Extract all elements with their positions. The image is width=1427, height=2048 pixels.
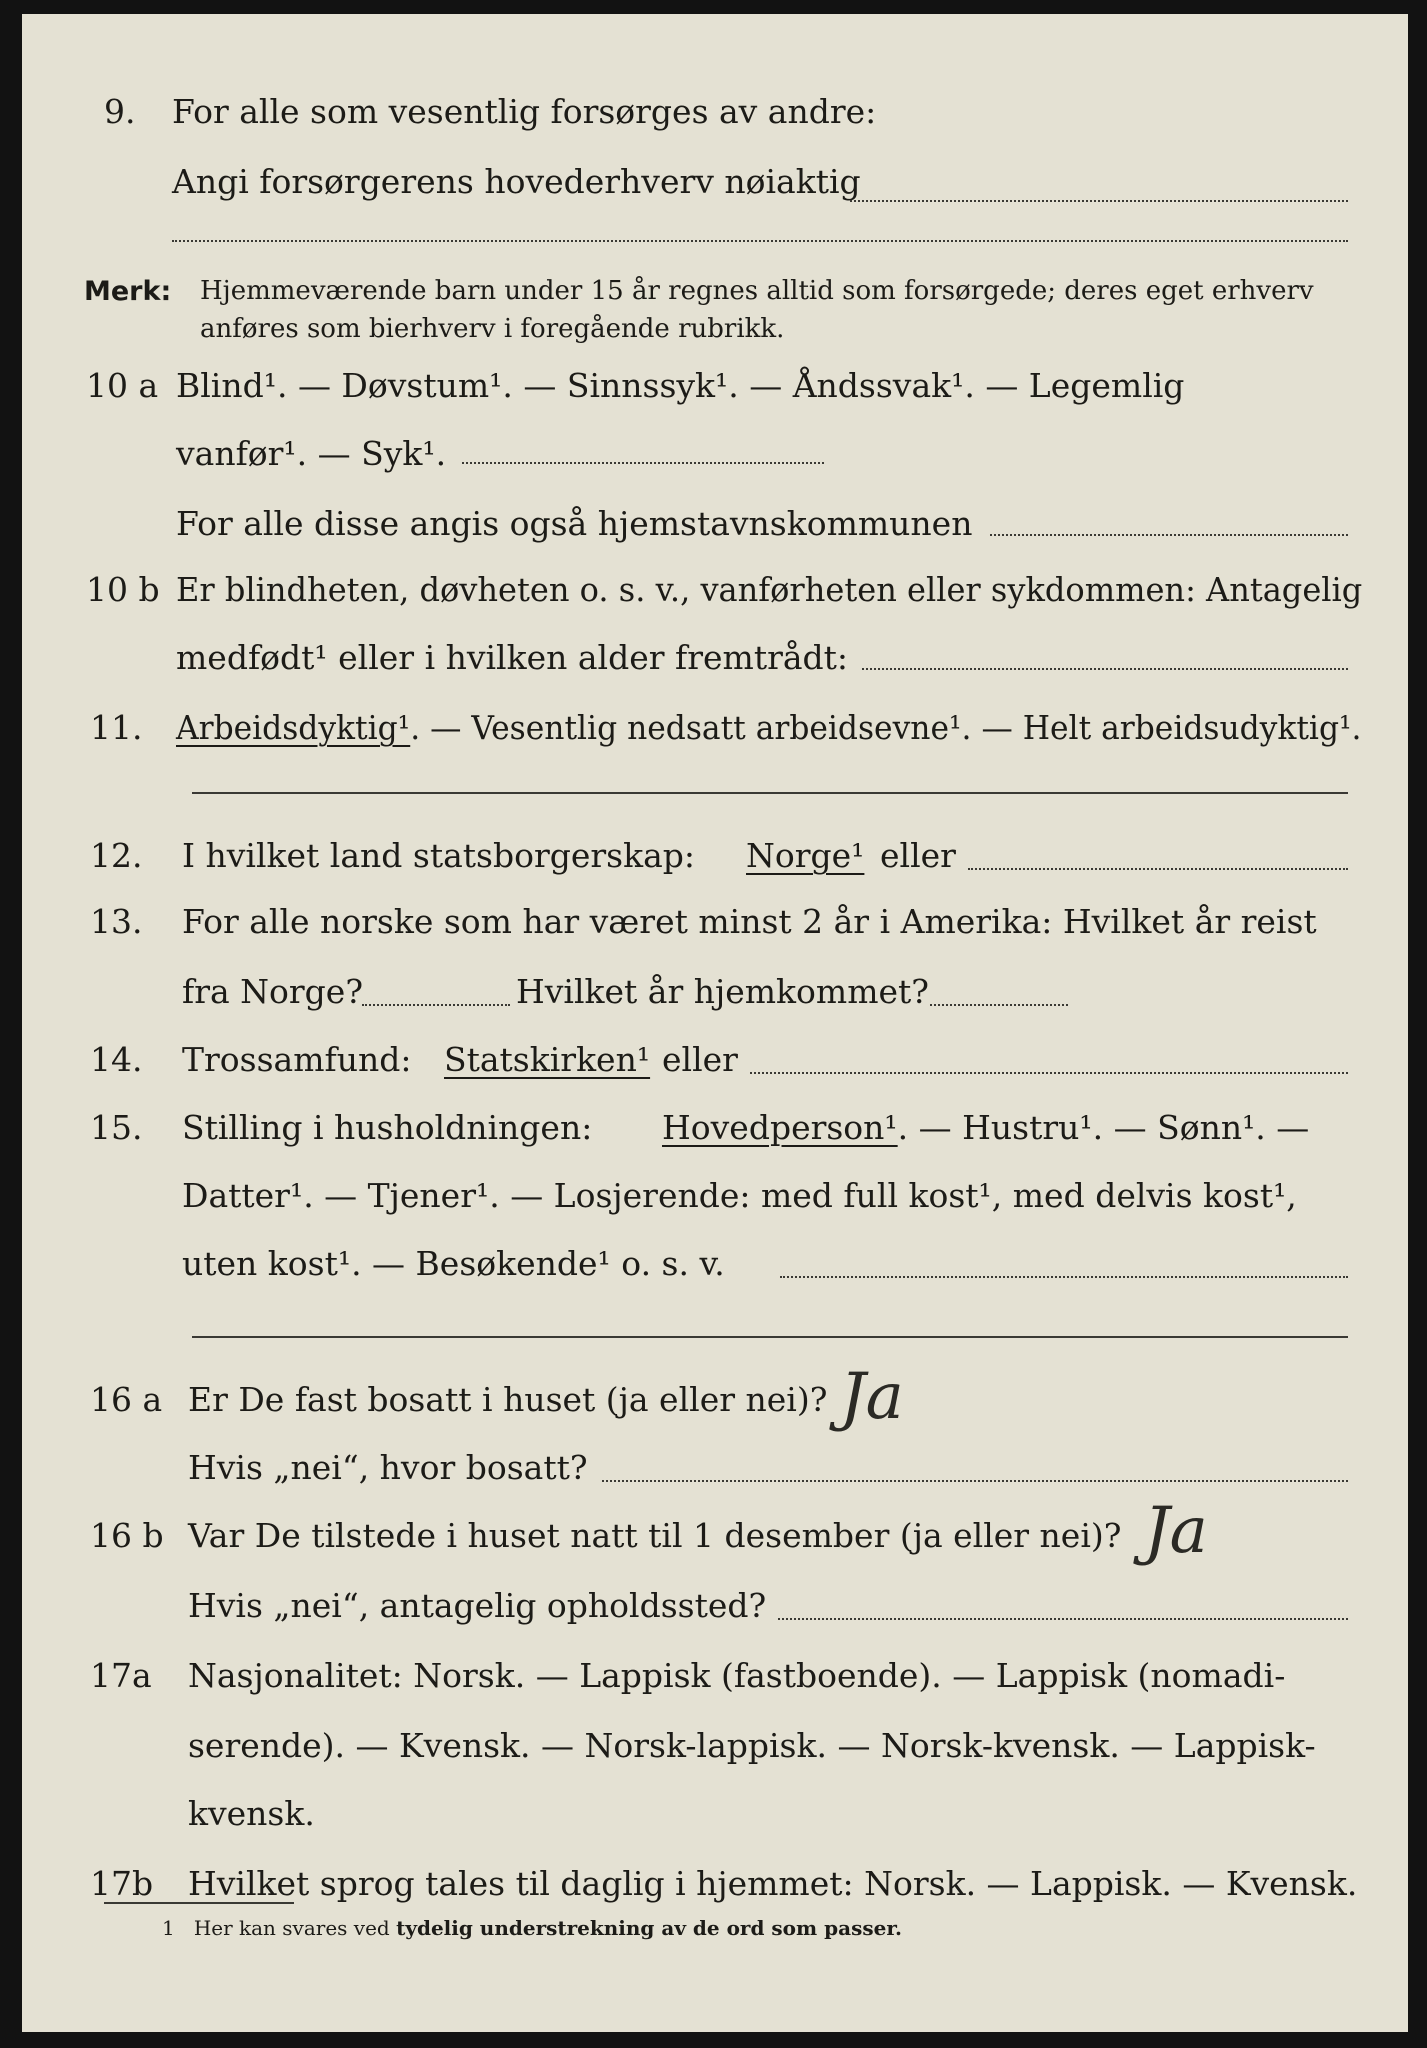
- q10a-text-line1: Blind¹. — Døvstum¹. — Sinnssyk¹. — Åndssvak¹. — Legemlig: [176, 366, 1185, 405]
- q11-option-arbeidsdyktig[interactable]: Arbeidsdyktig¹: [176, 708, 411, 747]
- q14-answer-field[interactable]: [750, 1072, 1348, 1074]
- footnote-divider: [104, 1902, 294, 1904]
- q11-text-rest: . — Vesentlig nedsatt arbeidsevne¹. — Helt arbeidsudyktig¹.: [410, 708, 1362, 747]
- q15-text-rest1: . — Hustru¹. — Sønn¹. —: [897, 1108, 1310, 1147]
- q9-answer-field-1[interactable]: [850, 200, 1348, 202]
- q12-text-post: eller: [880, 836, 956, 875]
- q10b-text-line1: Er blindheten, døvheten o. s. v., vanførheten eller sykdommen: Antagelig: [176, 570, 1363, 609]
- q16b-location-field[interactable]: [778, 1618, 1348, 1620]
- q10a-text-line2: vanfør¹. — Syk¹.: [176, 434, 447, 473]
- q17a-text-line2: serende). — Kvensk. — Norsk-lappisk. — Norsk-kvensk. — Lappisk-: [188, 1726, 1316, 1765]
- q16a-residence-field[interactable]: [602, 1480, 1348, 1482]
- q16b-handwritten-answer: Ja: [1144, 1494, 1208, 1568]
- q9-answer-field-2[interactable]: [172, 240, 1348, 242]
- census-form-page: [22, 14, 1408, 2032]
- q15-answer-line[interactable]: [192, 1336, 1348, 1338]
- q15-number: 15.: [90, 1108, 143, 1147]
- q12-number: 12.: [90, 836, 143, 875]
- q14-option-statskirken[interactable]: Statskirken¹: [444, 1040, 651, 1079]
- footnote: [162, 1916, 902, 1940]
- footnote-text-pre: Her kan svares ved: [193, 1916, 390, 1940]
- q13-text-line1: For alle norske som har været minst 2 år i Amerika: Hvilket år reist: [182, 902, 1317, 941]
- q9-text-line1: For alle som vesentlig forsørges av andre:: [172, 92, 877, 131]
- q10a-text-line3: For alle disse angis også hjemstavnskommunen: [176, 504, 973, 543]
- q11-text: [176, 708, 1362, 747]
- q15-text-line3: uten kost¹. — Besøkende¹ o. s. v.: [182, 1244, 725, 1283]
- q17a-text-line1: Nasjonalitet: Norsk. — Lappisk (fastboende). — Lappisk (nomadi-: [188, 1656, 1286, 1695]
- q14-text-post: eller: [662, 1040, 738, 1079]
- q17a-text-line3: kvensk.: [188, 1794, 315, 1833]
- q14-number: 14.: [90, 1040, 143, 1079]
- q13-year-returned-field[interactable]: [930, 1004, 1068, 1006]
- footnote-mark: 1: [162, 1916, 175, 1940]
- footnote-text-bold: tydelig understrekning av de ord som passer.: [396, 1916, 902, 1940]
- q15-text-pre: Stilling i husholdningen:: [182, 1108, 593, 1147]
- q16a-number: 16 a: [90, 1380, 163, 1419]
- q14-text-pre: Trossamfund:: [182, 1040, 412, 1079]
- q16b-text-line2: Hvis „nei“, antagelig opholdssted?: [188, 1586, 767, 1625]
- q12-answer-field[interactable]: [968, 868, 1348, 870]
- q13-number: 13.: [90, 902, 143, 941]
- q17a-number: 17a: [90, 1656, 152, 1695]
- q10b-text-line2: medfødt¹ eller i hvilken alder fremtrådt:: [176, 638, 849, 677]
- merk-text-line1: Hjemmeværende barn under 15 år regnes alltid som forsørgede; deres eget erhverv: [200, 276, 1314, 306]
- q12-option-norge[interactable]: Norge¹: [746, 836, 865, 875]
- q12-text-pre: I hvilket land statsborgerskap:: [182, 836, 696, 875]
- q10a-answer-field[interactable]: [462, 462, 824, 464]
- q16a-text-line1: Er De fast bosatt i huset (ja eller nei)?: [188, 1380, 828, 1419]
- q16b-number: 16 b: [90, 1516, 164, 1555]
- merk-label: Merk:: [84, 276, 172, 307]
- q15-text-main: [662, 1108, 1309, 1147]
- q15-answer-field[interactable]: [780, 1276, 1348, 1278]
- q10b-answer-field[interactable]: [862, 668, 1348, 670]
- q15-text-line2: Datter¹. — Tjener¹. — Losjerende: med full kost¹, med delvis kost¹,: [182, 1176, 1297, 1215]
- q11-answer-line[interactable]: [192, 792, 1348, 794]
- q13-text-line2b: Hvilket år hjemkommet?: [516, 972, 929, 1011]
- q13-text-line2a: fra Norge?: [182, 972, 364, 1011]
- q10b-number: 10 b: [86, 570, 160, 609]
- q17b-number: 17b: [90, 1864, 154, 1903]
- merk-text-line2: anføres som bierhverv i foregående rubrikk.: [200, 314, 785, 344]
- q9-number: 9.: [104, 92, 136, 131]
- q17b-text-line1: Hvilket sprog tales til daglig i hjemmet: Norsk. — Lappisk. — Kvensk.: [188, 1864, 1358, 1903]
- q16a-handwritten-answer: Ja: [840, 1360, 904, 1434]
- q13-year-left-field[interactable]: [362, 1004, 510, 1006]
- q11-number: 11.: [90, 708, 143, 747]
- q16a-text-line2: Hvis „nei“, hvor bosatt?: [188, 1448, 588, 1487]
- q10a-number: 10 a: [86, 366, 159, 405]
- q9-text-line2: Angi forsørgerens hovederhverv nøiaktig: [172, 162, 861, 201]
- q15-option-hovedperson[interactable]: Hovedperson¹: [662, 1108, 898, 1147]
- q16b-text-line1: Var De tilstede i huset natt til 1 desember (ja eller nei)?: [188, 1516, 1122, 1555]
- q10a-hometown-field[interactable]: [990, 534, 1348, 536]
